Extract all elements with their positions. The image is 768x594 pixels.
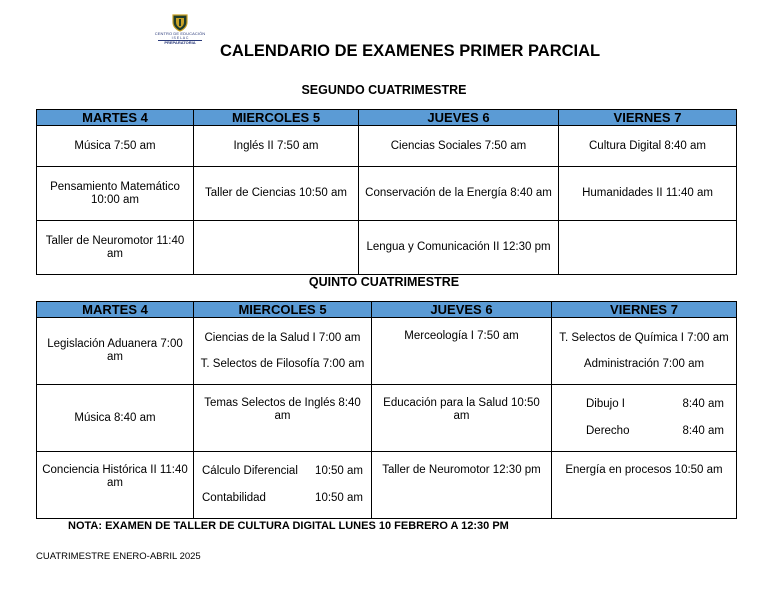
section-heading-quinto: QUINTO CUATRIMESTRE bbox=[308, 275, 460, 289]
footer-term: CUATRIMESTRE ENERO-ABRIL 2025 bbox=[36, 551, 201, 562]
exam-cell: Cultura Digital 8:40 am bbox=[559, 126, 737, 167]
exam-cell: Conciencia Histórica II 11:40 am bbox=[37, 452, 194, 519]
exam-cell: Legislación Aduanera 7:00 am bbox=[37, 318, 194, 385]
exam-cell: Música 7:50 am bbox=[37, 126, 194, 167]
column-header-jueves: JUEVES 6 bbox=[359, 110, 559, 126]
exam-entry bbox=[196, 492, 369, 505]
exam-cell: Energía en procesos 10:50 am bbox=[552, 452, 737, 519]
exam-cell bbox=[552, 318, 737, 385]
exam-entry bbox=[196, 465, 369, 478]
logo-text-line1: CENTRO DE EDUCACIÓN bbox=[154, 31, 206, 36]
section-heading-segundo: SEGUNDO CUATRIMESTRE bbox=[301, 83, 467, 97]
column-header-martes: MARTES 4 bbox=[37, 110, 194, 126]
exam-cell bbox=[194, 318, 372, 385]
exam-cell bbox=[552, 385, 737, 452]
exam-cell bbox=[194, 221, 359, 275]
school-logo bbox=[148, 12, 212, 56]
exam-note: NOTA: EXAMEN DE TALLER DE CULTURA DIGITAL LUNES 10 FEBRERO A 12:30 PM bbox=[68, 520, 509, 532]
exam-subject: Dibujo I bbox=[586, 398, 625, 410]
table-row bbox=[37, 126, 737, 167]
exam-cell: Pensamiento Matemático 10:00 am bbox=[37, 167, 194, 221]
table-row bbox=[37, 385, 737, 452]
exam-cell: Merceología I 7:50 am bbox=[372, 318, 552, 385]
exam-subject: Cálculo Diferencial bbox=[202, 465, 298, 477]
column-header-miercoles: MIERCOLES 5 bbox=[194, 302, 372, 318]
logo-text-line2: I S E L A C bbox=[171, 36, 189, 40]
table-row bbox=[37, 318, 737, 385]
exam-cell: Lengua y Comunicación II 12:30 pm bbox=[359, 221, 559, 275]
table-header-row bbox=[37, 110, 737, 126]
exam-entry: Administración 7:00 am bbox=[583, 357, 705, 370]
exam-cell: Taller de Neuromotor 12:30 pm bbox=[372, 452, 552, 519]
column-header-martes: MARTES 4 bbox=[37, 302, 194, 318]
logo-text-line3: PREPARATORIA bbox=[158, 40, 202, 45]
exam-entry bbox=[554, 398, 734, 411]
page-title: CALENDARIO DE EXAMENES PRIMER PARCIAL bbox=[220, 42, 601, 60]
exam-cell: Taller de Ciencias 10:50 am bbox=[194, 167, 359, 221]
table-row bbox=[37, 452, 737, 519]
exam-cell: Inglés II 7:50 am bbox=[194, 126, 359, 167]
table-header-row bbox=[37, 302, 737, 318]
exam-entry: T. Selectos de Filosofía 7:00 am bbox=[200, 357, 365, 370]
table-row bbox=[37, 221, 737, 275]
column-header-jueves: JUEVES 6 bbox=[372, 302, 552, 318]
exam-cell bbox=[559, 221, 737, 275]
exam-subject: Contabilidad bbox=[202, 492, 266, 504]
column-header-viernes: VIERNES 7 bbox=[552, 302, 737, 318]
column-header-viernes: VIERNES 7 bbox=[559, 110, 737, 126]
exam-entry bbox=[554, 425, 734, 438]
exam-cell: Taller de Neuromotor 11:40 am bbox=[37, 221, 194, 275]
exam-cell: Música 8:40 am bbox=[37, 385, 194, 452]
schedule-table-quinto bbox=[36, 301, 737, 519]
exam-cell: Temas Selectos de Inglés 8:40 am bbox=[194, 385, 372, 452]
exam-time: 10:50 am bbox=[315, 492, 363, 504]
exam-cell: Educación para la Salud 10:50 am bbox=[372, 385, 552, 452]
exam-cell: Ciencias Sociales 7:50 am bbox=[359, 126, 559, 167]
exam-cell: Humanidades II 11:40 am bbox=[559, 167, 737, 221]
exam-time: 10:50 am bbox=[315, 465, 363, 477]
exam-time: 8:40 am bbox=[682, 398, 724, 410]
exam-subject: Derecho bbox=[586, 425, 630, 437]
exam-cell bbox=[194, 452, 372, 519]
exam-cell: Conservación de la Energía 8:40 am bbox=[359, 167, 559, 221]
table-row bbox=[37, 167, 737, 221]
crest-icon bbox=[170, 12, 190, 32]
exam-entry: T. Selectos de Química I 7:00 am bbox=[559, 331, 729, 344]
exam-entry: Ciencias de la Salud I 7:00 am bbox=[204, 331, 361, 344]
schedule-table-segundo bbox=[36, 109, 737, 275]
exam-time: 8:40 am bbox=[682, 425, 724, 437]
column-header-miercoles: MIERCOLES 5 bbox=[194, 110, 359, 126]
